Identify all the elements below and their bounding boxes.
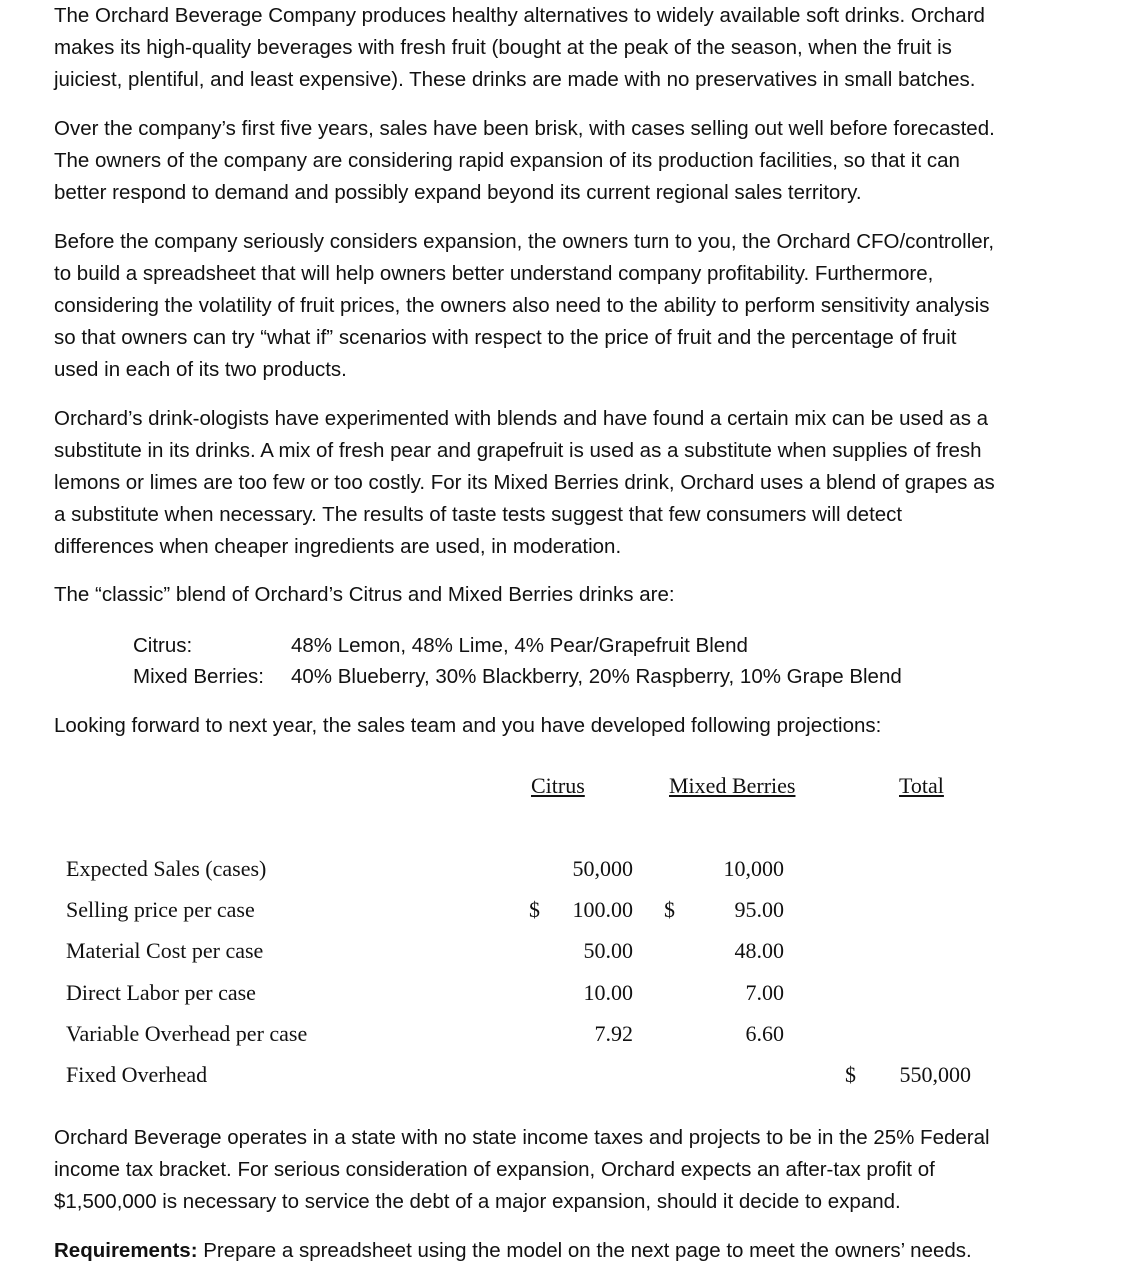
column-header-citrus: Citrus	[531, 773, 585, 798]
text-line: to build a spreadsheet that will help owners better understand company profitability. Furthermore,	[54, 262, 934, 285]
cell-citrus-material-cost: 50.00	[583, 938, 633, 963]
text-line: The “classic” blend of Orchard’s Citrus and Mixed Berries drinks are:	[54, 583, 675, 606]
column-header-mixed-berries: Mixed Berries	[669, 773, 796, 798]
paragraph-sales-history	[54, 113, 1094, 209]
paragraph-substitutes	[54, 403, 1094, 563]
text-line: substitute in its drinks. A mix of fresh pear and grapefruit is used as a substitute when supplies of fresh	[54, 439, 982, 462]
cell-citrus-variable-overhead: 7.92	[594, 1021, 633, 1046]
blend-value: 48% Lemon, 48% Lime, 4% Pear/Grapefruit Blend	[291, 634, 748, 657]
paragraph-cfo-task	[54, 226, 1094, 386]
cell-total-fixed-overhead: 550,000	[899, 1062, 971, 1087]
text-line: $1,500,000 is necessary to service the debt of a major expansion, should it decide to expand.	[54, 1190, 901, 1213]
cell-mixed-material-cost: 48.00	[734, 938, 784, 963]
text-line: Before the company seriously considers expansion, the owners turn to you, the Orchard CFO/controller,	[54, 230, 995, 253]
text-line: considering the volatility of fruit prices, the owners also need to the ability to perform sensitivity analysis	[54, 294, 990, 317]
cell-citrus-direct-labor: 10.00	[583, 980, 633, 1005]
text-line: The owners of the company are considering rapid expansion of its production facilities, so that it can	[54, 149, 960, 172]
text-line: better respond to demand and possibly expand beyond its current regional sales territory.	[54, 181, 862, 204]
requirements	[54, 1235, 1094, 1267]
cell-mixed-direct-labor: 7.00	[745, 980, 784, 1005]
column-header-total: Total	[899, 773, 944, 798]
text-line: Orchard Beverage operates in a state with no state income taxes and projects to be in the 25% Federal	[54, 1126, 990, 1149]
requirements-label: Requirements:	[54, 1239, 198, 1262]
text-line: Looking forward to next year, the sales team and you have developed following projections:	[54, 714, 882, 737]
text-line: Over the company’s first five years, sales have been brisk, with cases selling out well before forecasted.	[54, 117, 995, 140]
row-label-fixed-overhead: Fixed Overhead	[66, 1062, 208, 1087]
text-line: so that owners can try “what if” scenarios with respect to the price of fruit and the percentage of fruit	[54, 326, 957, 349]
currency-symbol: $	[845, 1062, 856, 1087]
text-line: income tax bracket. For serious consideration of expansion, Orchard expects an after-tax profit of	[54, 1158, 935, 1181]
cell-citrus-expected-sales: 50,000	[572, 856, 633, 881]
text-line: makes its high-quality beverages with fresh fruit (bought at the peak of the season, when the fruit is	[54, 36, 952, 59]
paragraph-tax-and-target	[54, 1122, 1094, 1218]
blend-label: Citrus:	[133, 634, 193, 657]
blend-label: Mixed Berries:	[133, 665, 265, 688]
text-line: used in each of its two products.	[54, 358, 347, 381]
paragraph-classic-blend-intro	[54, 579, 1094, 611]
requirements-line	[54, 1235, 1094, 1267]
row-label-selling-price: Selling price per case	[66, 897, 255, 922]
cell-mixed-variable-overhead: 6.60	[745, 1021, 784, 1046]
text-line: juiciest, plentiful, and least expensive). These drinks are made with no preservatives in small batches.	[54, 68, 976, 91]
text-line: lemons or limes are too few or too costly. For its Mixed Berries drink, Orchard uses a blend of grapes as	[54, 471, 995, 494]
cell-mixed-expected-sales: 10,000	[723, 856, 784, 881]
text-line: differences when cheaper ingredients are used, in moderation.	[54, 535, 622, 558]
cell-citrus-selling-price: 100.00	[572, 897, 633, 922]
row-label-variable-overhead: Variable Overhead per case	[66, 1021, 308, 1046]
cell-mixed-selling-price: 95.00	[734, 897, 784, 922]
row-label-direct-labor: Direct Labor per case	[66, 980, 256, 1005]
requirements-text: Prepare a spreadsheet using the model on the next page to meet the owners’ needs.	[197, 1239, 972, 1262]
currency-symbol: $	[529, 897, 540, 922]
row-label-expected-sales: Expected Sales (cases)	[66, 856, 267, 881]
paragraph-projections-intro	[54, 710, 1094, 742]
row-label-material-cost: Material Cost per case	[66, 938, 264, 963]
text-line: The Orchard Beverage Company produces healthy alternatives to widely available soft drinks. Orchard	[54, 4, 985, 27]
text-line: Orchard’s drink-ologists have experimented with blends and have found a certain mix can be used as a	[54, 407, 989, 430]
text-line: a substitute when necessary. The results of taste tests suggest that few consumers will detect	[54, 503, 903, 526]
currency-symbol: $	[664, 897, 675, 922]
paragraph-intro	[54, 0, 1094, 96]
blend-value: 40% Blueberry, 30% Blackberry, 20% Raspberry, 10% Grape Blend	[291, 665, 902, 688]
